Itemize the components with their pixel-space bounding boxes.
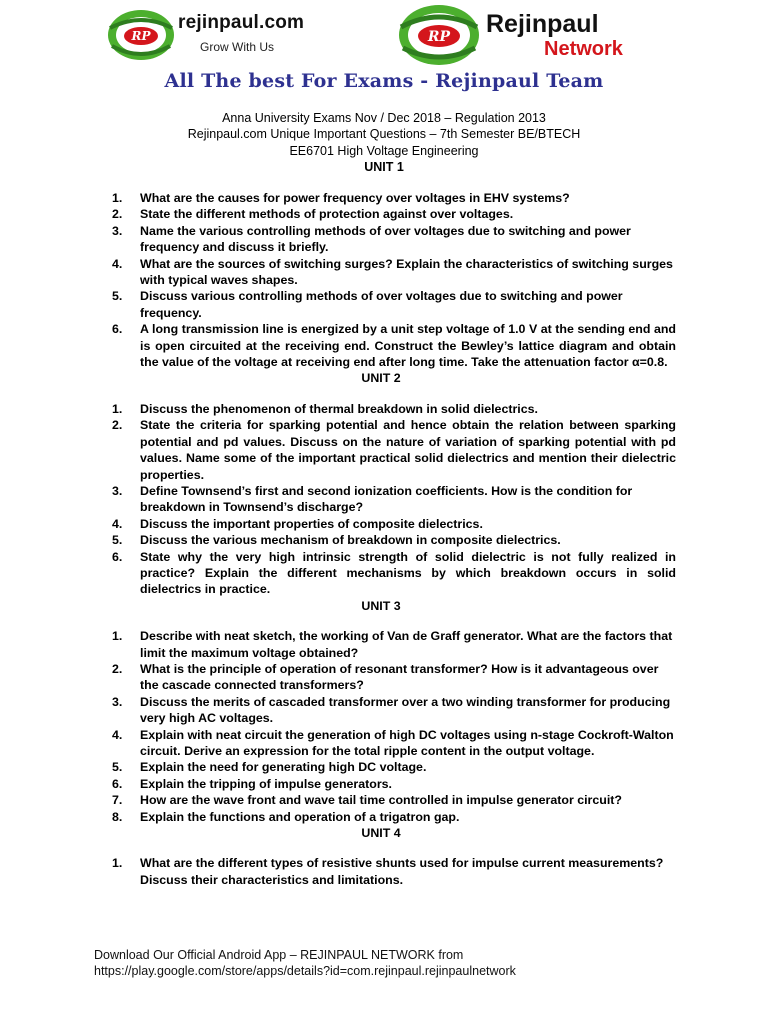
exam-session-line: Anna University Exams Nov / Dec 2018 – Regulation 2013 xyxy=(222,111,546,125)
rejinpaul-network-logo xyxy=(394,2,634,68)
rp-globe-icon-large xyxy=(394,2,484,68)
unit-3-section xyxy=(110,598,676,825)
list-item: 8. Explain the functions and operation of a trigatron gap. xyxy=(112,809,460,824)
network-brand-sub: Network xyxy=(544,38,623,60)
list-item: 2. What is the principle of operation of resonant transformer? How is it advantageous over the cascade connected transformers? xyxy=(112,661,659,693)
unit-2-section xyxy=(110,370,676,597)
rp-globe-icon xyxy=(104,6,178,64)
play-store-link[interactable]: https://play.google.com/store/apps/details?id=com.rejinpaul.rejinpaulnetwork xyxy=(94,964,516,979)
list-item: 1. Describe with neat sketch, the working of Van de Graff generator. What are the factors that limit the maximum voltage obtained? xyxy=(112,629,673,660)
footer-line: Download Our Official Android App – REJINPAUL NETWORK from xyxy=(94,948,464,962)
network-brand-name: Rejinpaul xyxy=(486,10,599,38)
svg-text:RP: RP xyxy=(427,29,451,45)
list-item: 5. Discuss various controlling methods of over voltages due to switching and power frequency. xyxy=(112,289,623,320)
list-item: 3. Discuss the merits of cascaded transformer over a two winding transformer for producing very high AC voltages. xyxy=(112,694,671,726)
semester-line: Rejinpaul.com Unique Important Questions – 7th Semester BE/BTECH xyxy=(187,127,581,142)
unit-4-title: UNIT 4 xyxy=(361,826,401,841)
list-item: 6. A long transmission line is energized by a unit step voltage of 1.0 V at the sending end and is open circuited at the receiving end. Construct the Bewley’s lattice diagram and obtain the value of the voltage at receiving end after long time. Take the attenuation factor α=0.8. xyxy=(112,322,676,370)
unit-1-title: UNIT 1 xyxy=(364,160,404,175)
list-item: 6. State why the very high intrinsic strength of solid dielectric is not fully realized in practice? Explain the different mechanisms by which breakdown occurs in solid dielectrics in practice. xyxy=(112,549,676,597)
list-item: 1. What are the different types of resistive shunts used for impulse current measurements? Discuss their characteristics and limitations. xyxy=(112,856,664,887)
document-heading xyxy=(0,110,768,176)
unit-2-title: UNIT 2 xyxy=(361,371,401,386)
rejinpaul-com-logo xyxy=(104,6,324,64)
brand-name: rejinpaul.com xyxy=(178,12,305,33)
list-item: 4. What are the sources of switching surges? Explain the characteristics of switching surges with typical waves shapes. xyxy=(112,256,673,288)
app-download-footer xyxy=(94,947,516,980)
list-item: 3. Name the various controlling methods of over voltages due to switching and power frequency and discuss it briefly. xyxy=(112,223,631,255)
brand-tagline: Grow With Us xyxy=(200,40,275,54)
list-item: 4. Explain with neat circuit the generation of high DC voltages using n-stage Cockroft-Walton circuit. Derive an expression for the total ripple content in the output voltage. xyxy=(112,727,674,758)
exam-wishes-banner: All The best For Exams - Rejinpaul Team xyxy=(164,70,604,92)
list-item: 5. Discuss the various mechanism of breakdown in composite dielectrics. xyxy=(112,533,561,548)
list-item: 3. Define Townsend’s first and second ionization coefficients. How is the condition for breakdown in Townsend’s discharge? xyxy=(112,483,633,515)
unit-1-section xyxy=(110,190,676,370)
list-item: 5. Explain the need for generating high DC voltage. xyxy=(112,760,427,775)
unit-3-questions xyxy=(110,628,676,825)
course-line: EE6701 High Voltage Engineering xyxy=(289,143,479,158)
list-item: 2. State the different methods of protection against over voltages. xyxy=(112,207,514,222)
unit-1-questions xyxy=(110,190,676,370)
unit-3-title: UNIT 3 xyxy=(361,598,401,613)
list-item: 1. Discuss the phenomenon of thermal breakdown in solid dielectrics. xyxy=(112,401,538,416)
unit-2-questions xyxy=(110,401,676,598)
list-item: 1. What are the causes for power frequency over voltages in EHV systems? xyxy=(112,191,570,205)
list-item: 2. State the criteria for sparking potential and hence obtain the relation between sparking potential and pd values. Discuss on the nature of variation of sparking potential with pd values. Name some of the important practical solid dielectrics and mention their dielectric properties. xyxy=(112,418,676,482)
svg-text:RP: RP xyxy=(131,29,151,43)
question-list xyxy=(110,190,676,888)
list-item: 4. Discuss the important properties of composite dielectrics. xyxy=(112,516,483,531)
list-item: 6. Explain the tripping of impulse generators. xyxy=(112,776,392,791)
unit-4-questions xyxy=(110,855,676,888)
unit-4-section xyxy=(110,825,676,888)
list-item: 7. How are the wave front and wave tail time controlled in impulse generator circuit? xyxy=(112,793,622,808)
